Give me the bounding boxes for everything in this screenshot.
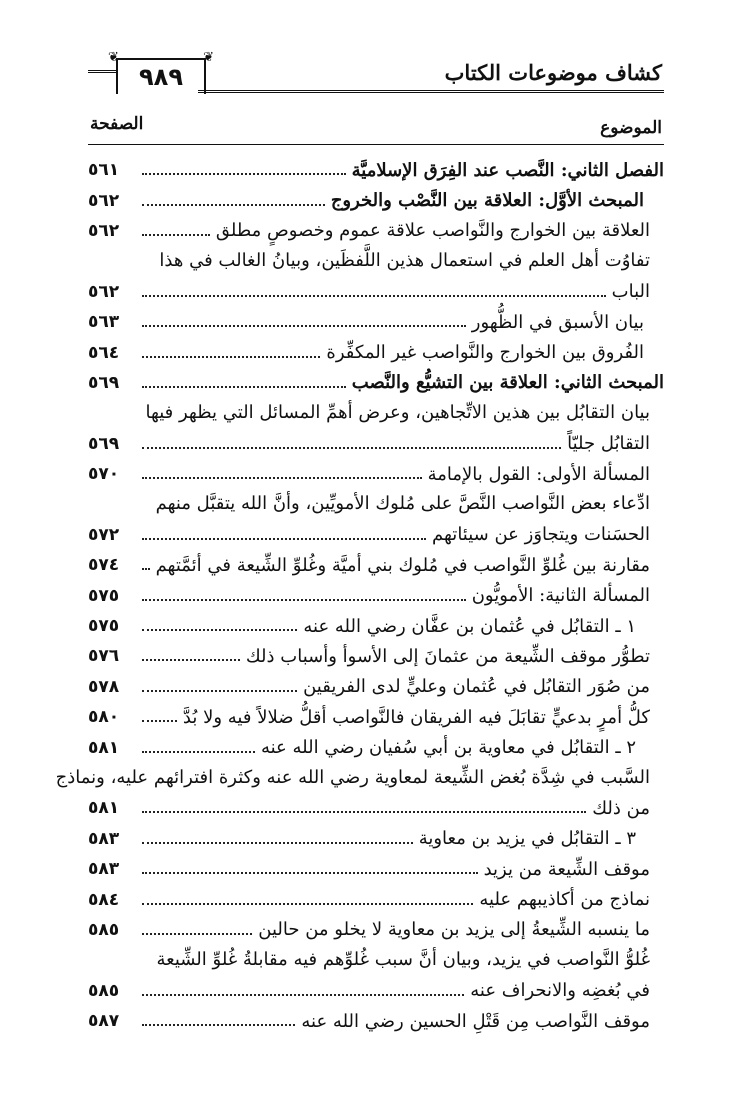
dot-leader <box>142 447 561 449</box>
toc-entry-page: ٥٦٩ <box>88 433 120 454</box>
toc-entry <box>88 368 664 398</box>
toc-entry <box>88 702 664 732</box>
toc-entry-title: التقابُل جليّاً <box>567 433 650 455</box>
toc-entry-page: ٥٦٤ <box>88 342 120 363</box>
toc-entry <box>88 824 664 854</box>
dot-leader <box>142 629 297 631</box>
toc-entry <box>88 1006 664 1036</box>
page-number-frame <box>108 50 214 94</box>
toc-entry-title: بيان الأسبق في الظُّهور <box>471 311 644 333</box>
toc-entry-title: الفُروق بين الخوارج والنَّواصب غير المكفِّرة <box>326 342 644 364</box>
toc-entry-page: ٥٧٥ <box>88 616 120 637</box>
toc-entry-title: ٢ ـ التقابُل في معاوية بن أبي سُفيان رضي الله عنه <box>260 737 636 759</box>
toc-entry-last-line <box>88 429 664 459</box>
toc-entry-title: من ذلك <box>592 797 650 819</box>
toc-entry-page: ٥٨٧ <box>88 1011 120 1032</box>
toc-entry-title: الحسَنات ويتجاوَز عن سيئاتهم <box>432 524 650 546</box>
toc-entry-page: ٥٦٩ <box>88 372 120 393</box>
dot-leader <box>142 872 478 874</box>
toc-entry-page: ٥٨١ <box>88 737 120 758</box>
book-title: كشاف موضوعات الكتاب <box>444 60 662 85</box>
toc-entry <box>88 884 664 914</box>
toc-entry <box>88 580 664 610</box>
toc-entry-last-line <box>88 277 664 307</box>
toc-entry-title: مقارنة بين غُلوِّ النَّواصب في مُلوك بني أميَّة وغُلوِّ الشِّيعة في أئمَّتهم <box>155 554 650 576</box>
dot-leader <box>142 994 464 996</box>
dot-leader <box>142 811 586 813</box>
flourish-icon: ❦ <box>108 50 119 65</box>
page-column-header: الصفحة <box>90 114 144 134</box>
toc-entry <box>88 398 664 459</box>
toc-entry-page: ٥٨١ <box>88 798 120 819</box>
toc-entry-title: في بُغضِه والانحراف عنه <box>470 980 650 1002</box>
flourish-icon: ❦ <box>203 50 214 65</box>
toc-entry-title: ٣ ـ التقابُل في يزيد بن معاوية <box>418 828 636 850</box>
ornament-line <box>88 70 116 73</box>
toc-entry-title: ١ ـ التقابُل في عُثمان بن عفَّان رضي الله عنه <box>303 615 636 637</box>
page-number: ٩٨٩ <box>139 63 183 91</box>
toc-entry <box>88 489 664 550</box>
toc-entry-first-line: تفاوُت أهل العلم في استعمال هذين اللَّفظَين، وبيانُ الغالب في هذا <box>159 250 650 272</box>
toc-entry <box>88 337 664 367</box>
toc-entry-first-line: ادِّعاء بعض النَّواصب النَّصَّ على مُلوك الأمويِّين، وأنَّ الله يتقبَّل منهم <box>155 493 650 515</box>
dot-leader <box>142 204 325 206</box>
toc-entry-page: ٥٧٤ <box>88 555 120 576</box>
table-of-contents <box>55 155 664 1036</box>
toc-entry-title: نماذج من أكاذيبهم عليه <box>479 889 650 911</box>
toc-entry-page: ٥٦١ <box>88 160 120 181</box>
toc-entry-page: ٥٨٥ <box>88 919 120 940</box>
dot-leader <box>142 933 252 935</box>
toc-entry-first-line: السَّبب في شِدَّة بُغض الشِّيعة لمعاوية رضي الله عنه وكثرة افترائهم عليه، ونماذج <box>55 766 650 788</box>
toc-entry-page: ٥٨٤ <box>88 889 120 910</box>
dot-leader <box>142 659 240 661</box>
toc-entry <box>55 763 664 824</box>
dot-leader <box>142 599 466 601</box>
toc-entry <box>88 216 664 246</box>
toc-entry-page: ٥٦٣ <box>88 312 120 333</box>
page-header <box>88 50 664 96</box>
toc-entry-title: الباب <box>611 281 650 303</box>
toc-entry-page: ٥٨٥ <box>88 980 120 1001</box>
dot-leader <box>142 173 346 175</box>
toc-entry-page: ٥٧٨ <box>88 676 120 697</box>
toc-entry-page: ٥٨٠ <box>88 707 120 728</box>
toc-entry <box>88 459 664 489</box>
toc-entry-page: ٥٦٢ <box>88 190 120 211</box>
toc-entry-title: الفصل الثاني: النَّصب عند الفِرَق الإسلاميَّة <box>351 159 664 181</box>
dot-leader <box>142 325 466 327</box>
toc-entry-title: العلاقة بين الخوارج والنَّواصب علاقة عموم وخصوصٍ مطلق <box>215 220 650 242</box>
toc-entry-title: المبحث الثاني: العلاقة بين التشيُّع والنَّصب <box>351 372 664 394</box>
dot-leader <box>142 842 413 844</box>
toc-entry <box>88 155 664 185</box>
toc-entry-title: كلُّ أمرٍ بدعيٍّ تقابَلَ فيه الفريقان فالنَّواصب أقلُّ ضلالاً فيه ولا بُدَّ <box>182 706 650 728</box>
dot-leader <box>142 538 426 540</box>
toc-entry <box>88 641 664 671</box>
dot-leader <box>142 690 297 692</box>
toc-entry-last-line <box>88 520 664 550</box>
toc-entry-page: ٥٧٢ <box>88 524 120 545</box>
column-headers <box>88 116 664 145</box>
toc-entry-page: ٥٨٣ <box>88 859 120 880</box>
toc-entry-last-line <box>88 793 664 823</box>
toc-entry-title: ما ينسبه الشِّيعةُ إلى يزيد بن معاوية لا يخلو من حالين <box>258 919 650 941</box>
toc-entry-page: ٥٧٠ <box>88 464 120 485</box>
toc-entry-page: ٥٦٢ <box>88 220 120 241</box>
dot-leader <box>142 1024 295 1026</box>
toc-entry <box>88 672 664 702</box>
dot-leader <box>142 356 320 358</box>
toc-entry <box>88 246 664 307</box>
dot-leader <box>142 720 177 722</box>
toc-entry-title: تطوُّر موقف الشِّيعة من عثمانَ إلى الأسوأ وأسباب ذلك <box>245 645 650 667</box>
toc-entry-last-line <box>88 976 664 1006</box>
toc-entry-page: ٥٦٢ <box>88 281 120 302</box>
toc-entry-page: ٥٨٣ <box>88 828 120 849</box>
toc-entry <box>88 611 664 641</box>
toc-entry <box>88 915 664 945</box>
toc-entry <box>88 550 664 580</box>
toc-entry-title: المبحث الأوَّل: العلاقة بين النَّصْب والخروج <box>330 190 644 212</box>
toc-entry-title: موقف النَّواصب مِن قَتْلِ الحسين رضي الله عنه <box>301 1010 650 1032</box>
toc-entry-title: المسألة الأولى: القول بالإمامة <box>427 463 650 485</box>
toc-entry-page: ٥٧٦ <box>88 646 120 667</box>
toc-entry-title: موقف الشِّيعة من يزيد <box>483 858 650 880</box>
dot-leader <box>142 751 255 753</box>
header-rule <box>198 90 664 93</box>
toc-entry-first-line: غُلوُّ النَّواصب في يزيد، وبيان أنَّ سبب غُلوِّهم فيه مقابلةُ غُلوِّ الشِّيعة <box>156 949 650 971</box>
dot-leader <box>142 234 210 236</box>
dot-leader <box>142 295 606 297</box>
topic-column-header: الموضوع <box>600 118 662 138</box>
toc-entry <box>88 185 664 215</box>
dot-leader <box>142 477 422 479</box>
toc-entry-first-line: بيان التقابُل بين هذين الاتِّجاهين، وعرض أهمِّ المسائل التي يظهر فيها <box>145 402 650 424</box>
toc-entry <box>88 945 664 1006</box>
toc-entry-title: المسألة الثانية: الأمويُّون <box>471 585 650 607</box>
toc-entry-title: من صُوَر التقابُل في عُثمان وعليٍّ لدى الفريقين <box>303 676 650 698</box>
dot-leader <box>142 903 473 905</box>
toc-entry <box>88 854 664 884</box>
dot-leader <box>142 386 346 388</box>
toc-entry <box>88 732 664 762</box>
toc-entry <box>88 307 664 337</box>
toc-entry-page: ٥٧٥ <box>88 585 120 606</box>
dot-leader <box>142 568 150 570</box>
